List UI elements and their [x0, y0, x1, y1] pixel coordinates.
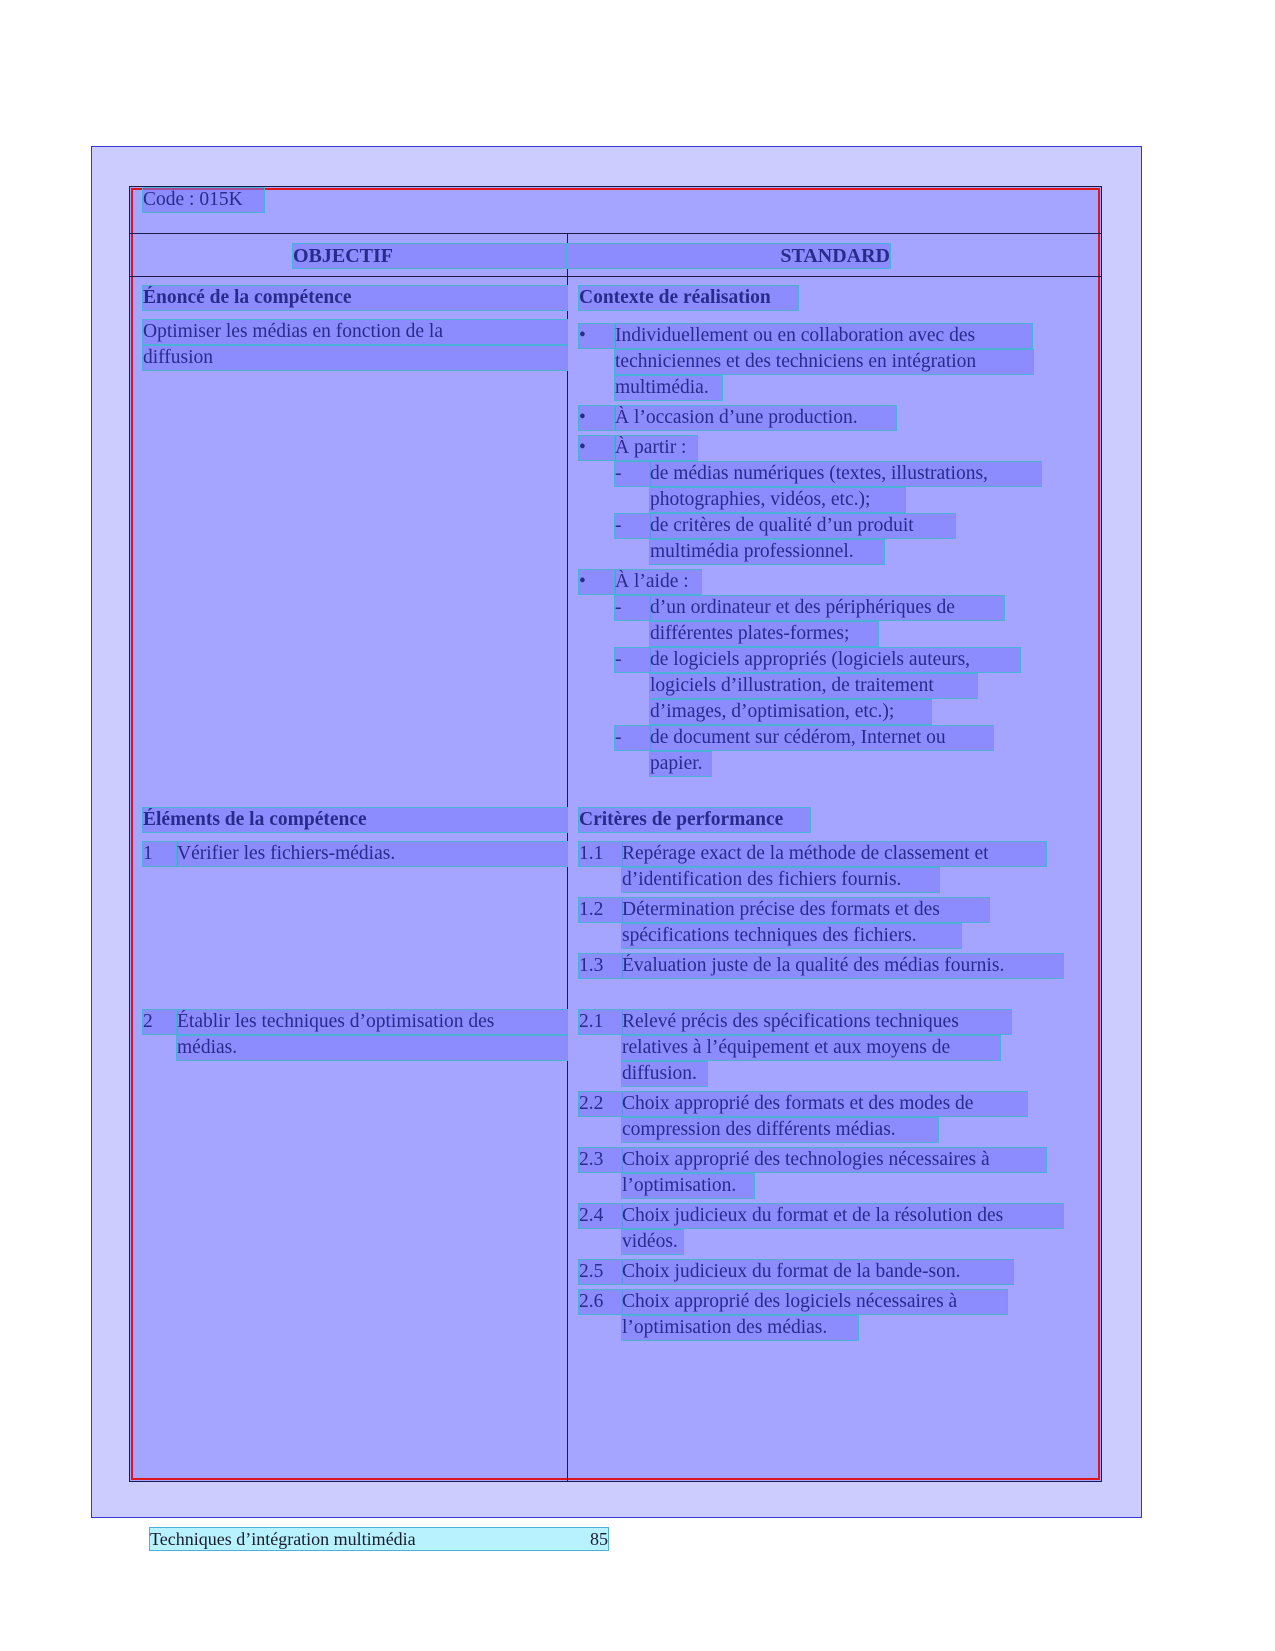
- criterion-line: l’optimisation.: [622, 1174, 754, 1198]
- criterion-line: Repérage exact de la méthode de classement et: [622, 842, 1046, 866]
- criterion-line: spécifications techniques des fichiers.: [622, 924, 961, 948]
- header-top-rule: [130, 233, 1101, 234]
- context-line: photographies, vidéos, etc.);: [650, 488, 905, 512]
- context-line: de critères de qualité d’un produit: [650, 514, 955, 538]
- page-footer: [150, 1528, 608, 1550]
- criterion-number: 2.2: [579, 1092, 622, 1116]
- dash-marker: -: [615, 514, 650, 538]
- header-bottom-rule: [130, 276, 1101, 277]
- criterion-number: 2.6: [579, 1290, 622, 1314]
- bullet-marker: •: [579, 570, 615, 594]
- context-line: Individuellement ou en collaboration avec des: [615, 324, 1032, 348]
- element-number: 2: [143, 1010, 177, 1034]
- criterion-number: 2.1: [579, 1010, 622, 1034]
- criterion-line: diffusion.: [622, 1062, 707, 1086]
- criterion-line: Évaluation juste de la qualité des médias fournis.: [622, 954, 1063, 978]
- bullet-marker: •: [579, 436, 615, 460]
- element-line: Vérifier les fichiers-médias.: [177, 842, 567, 866]
- context-line: différentes plates-formes;: [650, 622, 878, 646]
- code-label: Code : 015K: [143, 188, 264, 212]
- criterion-line: l’optimisation des médias.: [622, 1316, 858, 1340]
- context-line: À partir :: [615, 436, 697, 460]
- criterion-line: d’identification des fichiers fournis.: [622, 868, 939, 892]
- enonce-line: diffusion: [143, 346, 567, 370]
- criterion-line: Choix judicieux du format et de la résolution des: [622, 1204, 1063, 1228]
- criterion-line: Choix judicieux du format de la bande-son.: [622, 1260, 1013, 1284]
- context-line: techniciennes et des techniciens en intégration: [615, 350, 1033, 374]
- criterion-line: Relevé précis des spécifications techniques: [622, 1010, 1011, 1034]
- element-line: Établir les techniques d’optimisation des: [177, 1010, 567, 1034]
- footer-title: Techniques d’intégration multimédia: [150, 1529, 416, 1549]
- context-line: d’un ordinateur et des périphériques de: [650, 596, 1004, 620]
- enonce-line: Optimiser les médias en fonction de la: [143, 320, 567, 344]
- criterion-number: 2.4: [579, 1204, 622, 1228]
- header-standard: STANDARD: [568, 244, 890, 268]
- element-line: médias.: [177, 1036, 567, 1060]
- criterion-line: relatives à l’équipement et aux moyens de: [622, 1036, 1000, 1060]
- page-number: 85: [590, 1529, 608, 1549]
- column-divider: [567, 234, 568, 1481]
- criterion-line: compression des différents médias.: [622, 1118, 938, 1142]
- criterion-number: 1.2: [579, 898, 622, 922]
- dash-marker: -: [615, 726, 650, 750]
- header-objectif: OBJECTIF: [293, 244, 566, 268]
- criterion-number: 2.3: [579, 1148, 622, 1172]
- dash-marker: -: [615, 462, 650, 486]
- contexte-title: Contexte de réalisation: [579, 286, 798, 310]
- context-line: de logiciels appropriés (logiciels auteurs,: [650, 648, 1020, 672]
- criterion-line: Choix approprié des formats et des modes de: [622, 1092, 1027, 1116]
- context-line: À l’aide :: [615, 570, 701, 594]
- criteres-title: Critères de performance: [579, 808, 810, 832]
- context-line: À l’occasion d’une production.: [615, 406, 896, 430]
- enonce-title: Énoncé de la compétence: [143, 286, 567, 310]
- bullet-marker: •: [579, 406, 615, 430]
- bullet-marker: •: [579, 324, 615, 348]
- elements-title: Éléments de la compétence: [143, 808, 567, 832]
- criterion-number: 1.1: [579, 842, 622, 866]
- dash-marker: -: [615, 648, 650, 672]
- context-line: papier.: [650, 752, 711, 776]
- element-number: 1: [143, 842, 177, 866]
- context-line: multimédia professionnel.: [650, 540, 884, 564]
- context-line: multimédia.: [615, 376, 722, 400]
- context-line: d’images, d’optimisation, etc.);: [650, 700, 931, 724]
- criterion-line: Détermination précise des formats et des: [622, 898, 989, 922]
- criterion-number: 1.3: [579, 954, 622, 978]
- criterion-number: 2.5: [579, 1260, 622, 1284]
- criterion-line: Choix approprié des logiciels nécessaires à: [622, 1290, 1007, 1314]
- criterion-line: Choix approprié des technologies nécessaires à: [622, 1148, 1046, 1172]
- context-line: de document sur cédérom, Internet ou: [650, 726, 993, 750]
- context-line: logiciels d’illustration, de traitement: [650, 674, 977, 698]
- dash-marker: -: [615, 596, 650, 620]
- context-line: de médias numériques (textes, illustrations,: [650, 462, 1041, 486]
- criterion-line: vidéos.: [622, 1230, 683, 1254]
